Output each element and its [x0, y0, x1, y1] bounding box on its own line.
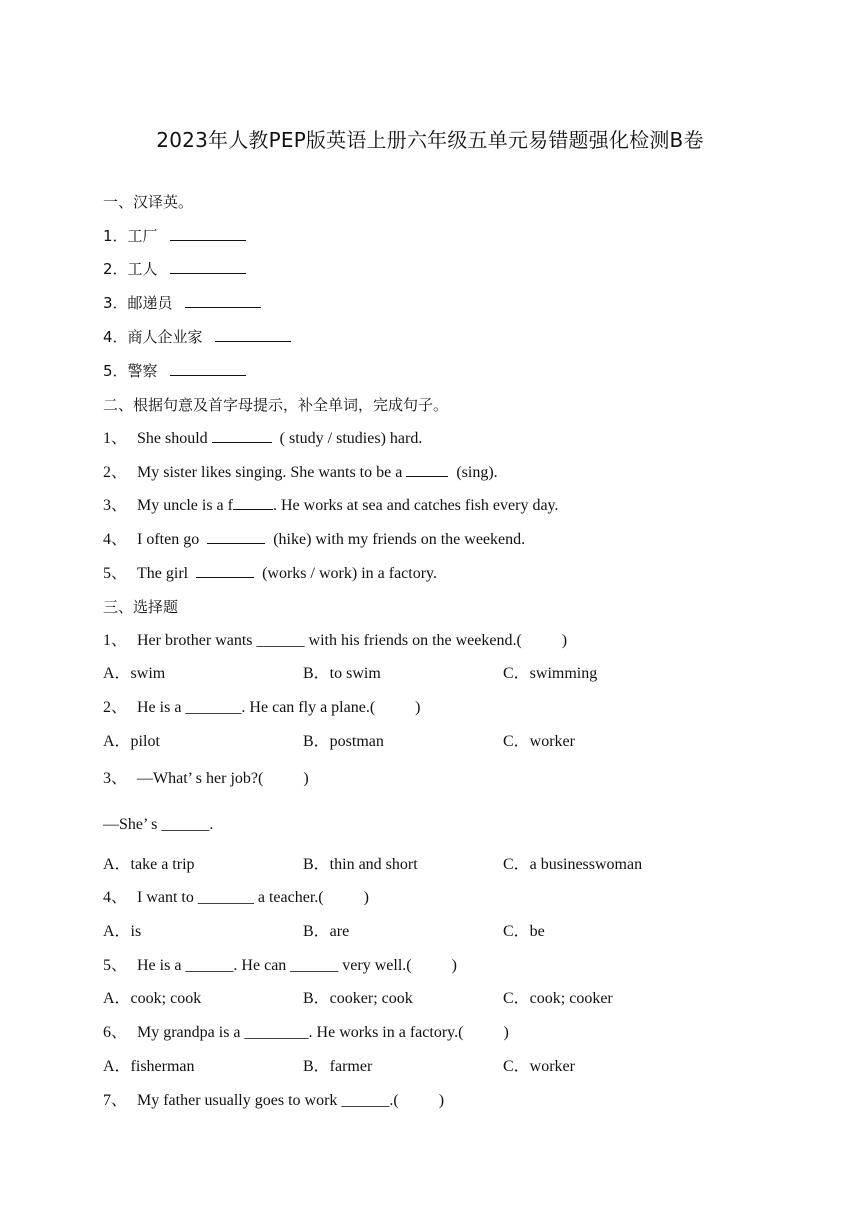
answer-blank	[185, 293, 261, 308]
option-b: B．farmer	[303, 1058, 373, 1075]
item-text: My sister likes singing. She wants to be a	[137, 464, 403, 481]
option-b: B．postman	[303, 733, 384, 750]
option-a: A．swim	[103, 665, 166, 682]
question-text: He is a _______. He can fly a plane.( )	[137, 699, 421, 716]
item-text: 工人	[127, 260, 158, 278]
question-number: 4、	[103, 889, 128, 906]
item-text: I often go	[137, 531, 200, 548]
question-number: 5、	[103, 957, 128, 974]
fill-item	[103, 495, 559, 516]
item-text: 邮递员	[127, 294, 173, 312]
fill-item	[103, 563, 437, 584]
question-stem	[103, 698, 420, 718]
option-a: A．pilot	[103, 733, 160, 750]
item-text: She should	[137, 430, 208, 447]
option-c: C．worker	[503, 733, 575, 750]
question-text: —What’ s her job?( )	[137, 770, 309, 787]
question-number: 1、	[103, 632, 128, 649]
answer-blank	[233, 495, 273, 510]
option-b: B．to swim	[303, 665, 381, 682]
option-c: C．swimming	[503, 665, 598, 682]
question-stem	[103, 888, 369, 908]
answer-blank	[196, 563, 254, 578]
question-text: My father usually goes to work ______.( )	[137, 1092, 445, 1109]
item-text: (hike) with my friends on the weekend.	[273, 531, 526, 548]
translate-item	[103, 361, 246, 381]
question-text: I want to _______ a teacher.( )	[137, 889, 369, 906]
answer-blank	[207, 529, 265, 544]
option-c: C．be	[503, 923, 545, 940]
item-number: 1．	[103, 227, 128, 245]
question-number: 6、	[103, 1024, 128, 1041]
fill-item	[103, 462, 498, 483]
answer-blank	[170, 259, 246, 274]
question-number: 2、	[103, 699, 128, 716]
item-number: 1、	[103, 430, 128, 447]
item-number: 4．	[103, 328, 128, 346]
answer-blank	[170, 361, 246, 376]
option-a: A．is	[103, 923, 142, 940]
option-b: B．thin and short	[303, 856, 418, 873]
item-text: The girl	[137, 565, 189, 582]
option-c: C．worker	[503, 1058, 575, 1075]
translate-item	[103, 327, 291, 347]
option-a: A．fisherman	[103, 1058, 195, 1075]
question-stem	[103, 769, 309, 789]
question-stem	[103, 1091, 444, 1111]
question-text: He is a ______. He can ______ very well.( )	[137, 957, 457, 974]
question-text: My grandpa is a ________. He works in a factory.( )	[137, 1024, 509, 1041]
translate-item	[103, 226, 246, 246]
item-number: 2．	[103, 260, 128, 278]
question-text: Her brother wants ______ with his friends on the weekend.( )	[137, 632, 568, 649]
item-text: 工厂	[127, 227, 158, 245]
item-number: 3．	[103, 294, 128, 312]
option-a: A．cook; cook	[103, 990, 202, 1007]
translate-item	[103, 259, 246, 279]
fill-item	[103, 529, 525, 550]
fill-item	[103, 428, 422, 449]
item-text: My uncle is a f	[137, 497, 233, 514]
section-3-heading: 三、选择题	[103, 598, 179, 616]
item-text: 商人企业家	[127, 328, 203, 346]
option-c: C．a businesswoman	[503, 856, 643, 873]
item-text: (works / work) in a factory.	[262, 565, 437, 582]
answer-blank	[212, 428, 272, 443]
item-text: 警察	[127, 362, 158, 380]
page-title: 2023年人教PEP版英语上册六年级五单元易错题强化检测B卷	[156, 128, 704, 152]
answer-blank	[215, 327, 291, 342]
answer-blank	[406, 462, 448, 477]
option-a: A．take a trip	[103, 856, 195, 873]
item-text: ( study / studies) hard.	[279, 430, 423, 447]
item-number: 5．	[103, 362, 128, 380]
answer-blank	[170, 226, 246, 241]
option-c: C．cook; cooker	[503, 990, 613, 1007]
item-number: 3、	[103, 497, 128, 514]
question-stem-2: —She’ s ______.	[103, 816, 214, 833]
item-number: 2、	[103, 464, 128, 481]
question-stem	[103, 1023, 509, 1043]
item-number: 5、	[103, 565, 128, 582]
item-number: 4、	[103, 531, 128, 548]
question-number: 7、	[103, 1092, 128, 1109]
question-number: 3、	[103, 770, 128, 787]
item-text: . He works at sea and catches fish every day.	[272, 497, 559, 514]
section-2-heading: 二、根据句意及首字母提示，补全单词，完成句子。	[103, 396, 449, 414]
section-1-heading: 一、汉译英。	[103, 193, 194, 211]
option-b: B．are	[303, 923, 350, 940]
item-text: (sing).	[456, 464, 498, 481]
option-b: B．cooker; cook	[303, 990, 413, 1007]
question-stem	[103, 956, 457, 976]
question-stem	[103, 631, 567, 651]
translate-item	[103, 293, 261, 313]
